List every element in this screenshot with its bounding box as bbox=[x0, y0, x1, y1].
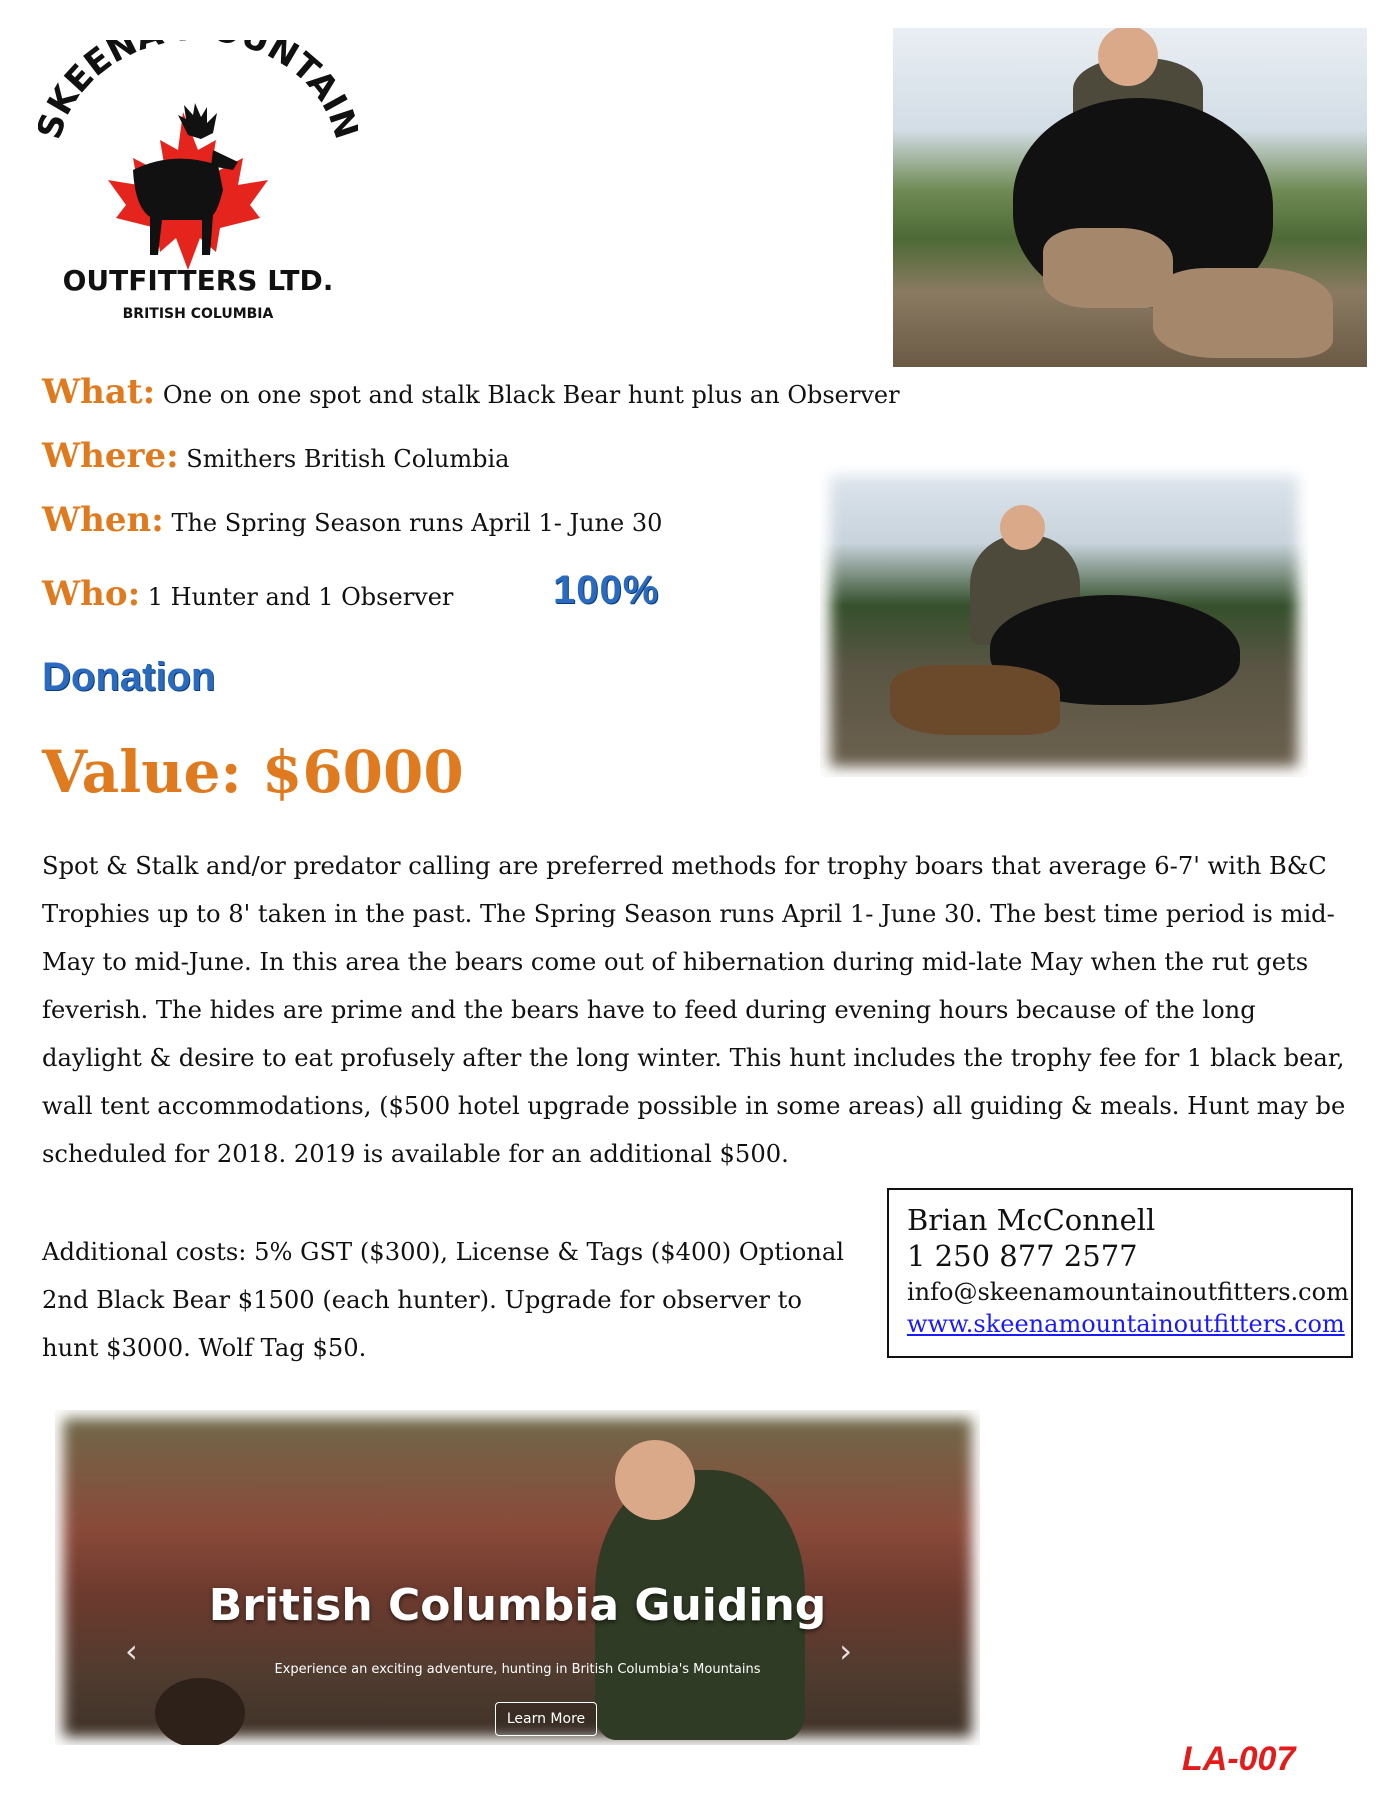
when-value: The Spring Season runs April 1- June 30 bbox=[171, 509, 663, 537]
when-label: When: bbox=[42, 500, 164, 540]
hunt-description: Spot & Stalk and/or predator calling are preferred methods for trophy boars that average 6-7' with B&C Trophies up to 8' taken in the past. The Spring Season runs April 1- June 30. The best time period is mid-May to mid-June. In this area the bears come out of hibernation during mid-late May when the rut gets feverish. The hides are prime and the bears have to feed during evening hours because of the long daylight & desire to eat profusely after the long winter. This hunt includes the trophy fee for 1 black bear, wall tent accommodations, ($500 hotel upgrade possible in some areas) all guiding & meals. Hunt may be scheduled for 2018. 2019 is available for an additional $500. bbox=[42, 852, 1346, 1168]
banner-title: British Columbia Guiding bbox=[208, 1580, 827, 1631]
additional-costs: Additional costs: 5% GST ($300), License & Tags ($400) Optional 2nd Black Bear $1500 (each hunter). Upgrade for observer to hunt $3000. Wolf Tag $50. bbox=[42, 1238, 844, 1362]
company-logo bbox=[38, 40, 358, 330]
donation-percent: 100% bbox=[553, 568, 660, 612]
website-banner-image bbox=[55, 1410, 980, 1745]
moose-maple-logo bbox=[38, 40, 358, 330]
hunter-head bbox=[615, 1440, 695, 1520]
contact-box bbox=[887, 1188, 1353, 1358]
info-when bbox=[42, 500, 662, 540]
banner-subtitle: Experience an exciting adventure, hunting in British Columbia's Mountains bbox=[274, 1662, 761, 1677]
what-value: One on one spot and stalk Black Bear hunt plus an Observer bbox=[162, 381, 900, 409]
learn-more-button[interactable]: Learn More bbox=[495, 1702, 597, 1736]
hunter-head bbox=[1098, 28, 1158, 86]
contact-phone: 1 250 877 2577 bbox=[907, 1239, 1138, 1273]
logo-company-text: OUTFITTERS LTD. bbox=[62, 264, 334, 297]
contact-name: Brian McConnell bbox=[907, 1203, 1156, 1237]
what-label: What: bbox=[42, 372, 156, 412]
donation-label: Donation bbox=[42, 655, 216, 699]
info-who bbox=[42, 574, 453, 614]
value-amount: Value: $6000 bbox=[42, 738, 464, 806]
hunter-with-bear-photo bbox=[893, 28, 1367, 367]
logo-region-text: BRITISH COLUMBIA bbox=[122, 306, 274, 322]
hunter-kneeling-bear-photo bbox=[820, 465, 1308, 777]
who-label: Who: bbox=[42, 574, 141, 614]
logo-arc-text: KEEN NTAI bbox=[39, 40, 355, 122]
hunter-head bbox=[1000, 505, 1045, 550]
rock bbox=[1153, 268, 1333, 358]
who-value: 1 Hunter and 1 Observer bbox=[147, 583, 454, 611]
moose-antler bbox=[890, 665, 1060, 735]
info-where bbox=[42, 436, 509, 476]
info-what bbox=[42, 372, 900, 412]
dog-figure bbox=[155, 1678, 245, 1745]
contact-website-link[interactable]: www.skeenamountainoutfitters.com bbox=[907, 1310, 1345, 1338]
chevron-right-icon[interactable]: › bbox=[839, 1632, 852, 1670]
where-value: Smithers British Columbia bbox=[186, 445, 510, 473]
contact-email[interactable]: info@skeenamountainoutfitters.com bbox=[907, 1278, 1349, 1306]
chevron-left-icon[interactable]: ‹ bbox=[125, 1632, 138, 1670]
reference-code: LA-007 bbox=[1182, 1740, 1296, 1778]
where-label: Where: bbox=[42, 436, 179, 476]
